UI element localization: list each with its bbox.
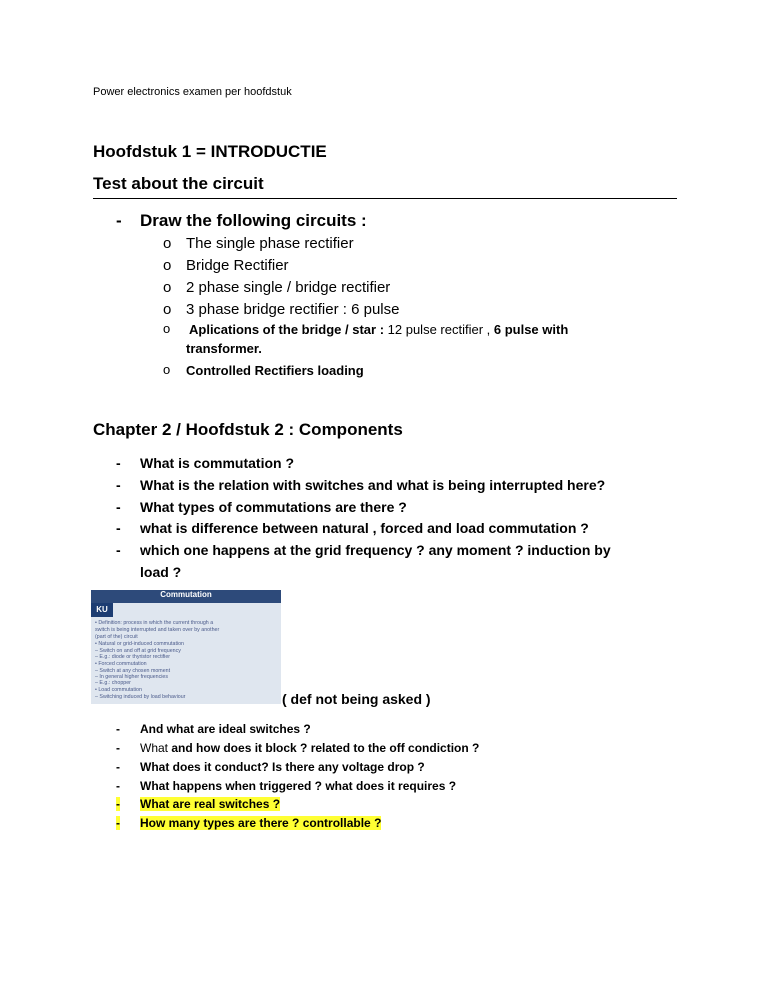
slide-line: – Switch at any chosen moment — [95, 668, 171, 674]
dash-bullet: - — [116, 542, 121, 558]
applications-12pulse: 12 pulse rectifier , — [384, 322, 491, 337]
slide-line: switch is being interrupted and taken over by another — [95, 627, 220, 633]
dash-bullet: - — [116, 722, 120, 736]
circuit-item: 2 phase single / bridge rectifier — [186, 279, 391, 296]
slide-line: • Definition: process in which the current through a — [95, 620, 214, 626]
sub-question: What happens when triggered ? what does it requires ? — [140, 779, 457, 793]
slide-line: • Natural or grid-induced commutation — [95, 641, 184, 647]
circuit-item-applications — [189, 322, 568, 337]
applications-6pulse: 6 pulse with — [490, 322, 569, 337]
slide-title: Commutation — [160, 590, 212, 599]
question: What is commutation ? — [140, 455, 294, 471]
question: which one happens at the grid frequency ? any moment ? induction by — [140, 542, 611, 558]
sub-question: What does it conduct? Is there any voltage drop ? — [140, 760, 425, 774]
dash-bullet: - — [116, 520, 121, 536]
dash-bullet: - — [116, 760, 120, 774]
dash-bullet: - — [116, 779, 120, 793]
commutation-slide-image — [91, 590, 281, 704]
slide-line: – E.g.: diode or thyristor rectifier — [95, 654, 171, 660]
dash-bullet: - — [116, 741, 120, 755]
slide-line: (part of the) circuit — [95, 634, 138, 640]
sub-question — [140, 741, 479, 755]
draw-heading: Draw the following circuits : — [140, 211, 367, 230]
circle-bullet-icon: o — [163, 321, 171, 336]
definition-note: ( def not being asked ) — [282, 691, 431, 707]
sub-question-rest: and how does it block ? related to the off condiction ? — [171, 741, 480, 755]
circuit-item: Controlled Rectifiers loading — [186, 363, 364, 378]
circle-bullet-icon: o — [163, 362, 171, 377]
slide-logo: KU — [91, 603, 113, 617]
circle-bullet-icon: o — [163, 301, 172, 318]
slide-line: • Forced commutation — [95, 661, 147, 667]
slide-line: – Switching induced by load behaviour — [95, 694, 186, 700]
dash-bullet: - — [116, 455, 121, 471]
question: What types of commutations are there ? — [140, 499, 407, 515]
dash-bullet: - — [116, 797, 120, 811]
dash-bullet: - — [116, 499, 121, 515]
circuit-item: 3 phase bridge rectifier : 6 pulse — [186, 301, 400, 318]
sub-question-highlighted: How many types are there ? controllable ? — [140, 816, 382, 830]
question-continued: load ? — [140, 564, 182, 580]
sub-question-prefix: What — [140, 741, 169, 755]
dash-bullet: - — [116, 816, 120, 830]
slide-line: – E.g.: chopper — [95, 680, 131, 686]
sub-question-highlighted: What are real switches ? — [140, 797, 281, 811]
chapter1-title: Hoofdstuk 1 = INTRODUCTIE — [93, 142, 327, 161]
chapter1-subtitle: Test about the circuit — [93, 174, 264, 193]
circle-bullet-icon: o — [163, 235, 172, 252]
slide-title-bar — [91, 590, 281, 603]
applications-transformer: transformer. — [186, 341, 262, 356]
sub-question: And what are ideal switches ? — [140, 722, 311, 736]
slide-line: • Load commutation — [95, 687, 142, 693]
question: what is difference between natural , forced and load commutation ? — [140, 520, 589, 536]
chapter2-title: Chapter 2 / Hoofdstuk 2 : Components — [93, 420, 403, 439]
circle-bullet-icon: o — [163, 279, 172, 296]
dash-bullet: - — [116, 211, 122, 230]
slide-line: – In general higher frequencies — [95, 674, 169, 680]
circuit-item: The single phase rectifier — [186, 235, 354, 252]
circle-bullet-icon: o — [163, 257, 172, 274]
document-header: Power electronics examen per hoofdstuk — [93, 86, 292, 98]
question: What is the relation with switches and what is being interrupted here? — [140, 477, 606, 493]
applications-label: Aplications of the bridge / star : — [189, 322, 385, 337]
slide-line: – Switch on and off at grid frequency — [95, 648, 181, 654]
circuit-item: Bridge Rectifier — [186, 257, 289, 274]
divider — [93, 198, 677, 199]
dash-bullet: - — [116, 477, 121, 493]
